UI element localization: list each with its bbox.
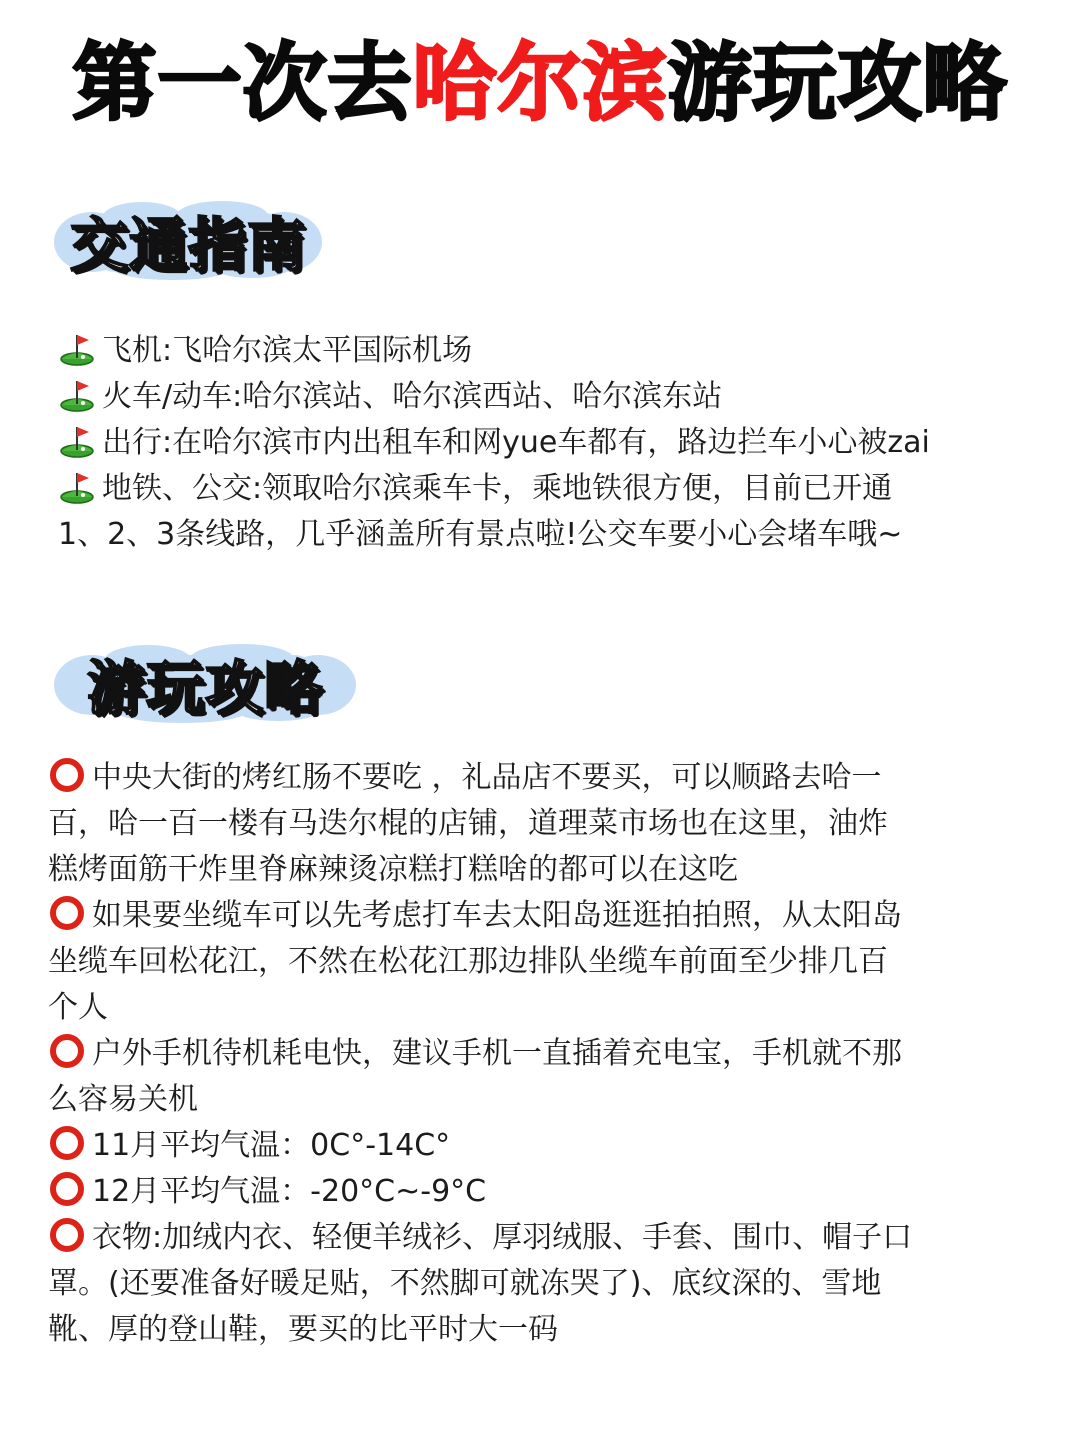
hollow-red-circle-icon [48,1124,86,1162]
list-item-text: 衣物:加绒内衣、轻便羊绒衫、厚羽绒服、手套、围巾、帽子口 [92,1220,913,1255]
hollow-red-circle-icon [48,1216,86,1254]
list-item-text: 飞机:飞哈尔滨太平国际机场 [102,333,473,368]
golf-flag-icon [58,467,96,505]
list-item [58,328,1018,374]
list-item [48,985,1018,1031]
golf-flag-icon [58,329,96,367]
list-item [48,1031,1018,1077]
list-item-text: 出行:在哈尔滨市内出租车和网yue车都有，路边拦车小心被zai [102,425,930,460]
travel-list [48,755,1018,1353]
list-item [48,1169,1018,1215]
section-heading-travel [52,643,358,723]
golf-flag-icon [58,375,96,413]
list-item [48,893,1018,939]
list-item-text: 如果要坐缆车可以先考虑打车去太阳岛逛逛拍拍照，从太阳岛 [92,898,902,933]
list-item [48,755,1018,801]
section-title-traffic: 交通指南 [69,211,306,279]
list-item-text: 靴、厚的登山鞋，要买的比平时大一码 [48,1312,558,1347]
hollow-red-circle-icon [48,1170,86,1208]
list-item [48,1123,1018,1169]
list-item [48,801,1018,847]
hollow-red-circle-icon [48,756,86,794]
hollow-red-circle-icon [48,894,86,932]
list-item [48,847,1018,893]
list-item [48,1077,1018,1123]
section-heading-traffic [52,200,324,280]
list-item [48,939,1018,985]
list-item-text: 户外手机待机耗电快，建议手机一直插着充电宝，手机就不那 [92,1036,902,1071]
list-item-text: 糕烤面筋干炸里脊麻辣烫凉糕打糕啥的都可以在这吃 [48,852,738,887]
list-item [58,466,1018,512]
list-item-text: 么容易关机 [48,1082,198,1117]
list-item-text: 1、2、3条线路，几乎涵盖所有景点啦!公交车要小心会堵车哦~ [58,517,903,552]
list-item-text: 百，哈一百一楼有马迭尔棍的店铺，道理菜市场也在这里，油炸 [48,806,888,841]
list-item [48,1261,1018,1307]
list-item-text: 坐缆车回松花江，不然在松花江那边排队坐缆车前面至少排几百 [48,944,888,979]
list-item-text: 12月平均气温：-20°C~-9°C [92,1174,487,1209]
traffic-list [58,328,1018,558]
title-part-3: 游玩攻略 [667,34,1008,132]
list-item [48,1307,1018,1353]
list-item-text: 火车/动车:哈尔滨站、哈尔滨西站、哈尔滨东站 [102,379,723,414]
hollow-red-circle-icon [48,1032,86,1070]
golf-flag-icon [58,421,96,459]
list-item-text: 地铁、公交:领取哈尔滨乘车卡，乘地铁很方便，目前已开通 [102,471,893,506]
list-item [58,512,1018,558]
title-part-1: 第一次去 [72,34,413,132]
list-item-text: 11月平均气温：0C°-14C° [92,1128,451,1163]
list-item-text: 中央大街的烤红肠不要吃 ，礼品店不要买，可以顺路去哈一 [92,760,882,795]
list-item [48,1215,1018,1261]
list-item-text: 个人 [48,990,108,1025]
page-title [0,28,1080,138]
list-item [58,420,1018,466]
list-item [58,374,1018,420]
section-title-travel: 游玩攻略 [86,654,323,722]
list-item-text: 罩。(还要准备好暖足贴，不然脚可就冻哭了)、底纹深的、雪地 [48,1266,882,1301]
title-part-city: 哈尔滨 [412,34,668,132]
